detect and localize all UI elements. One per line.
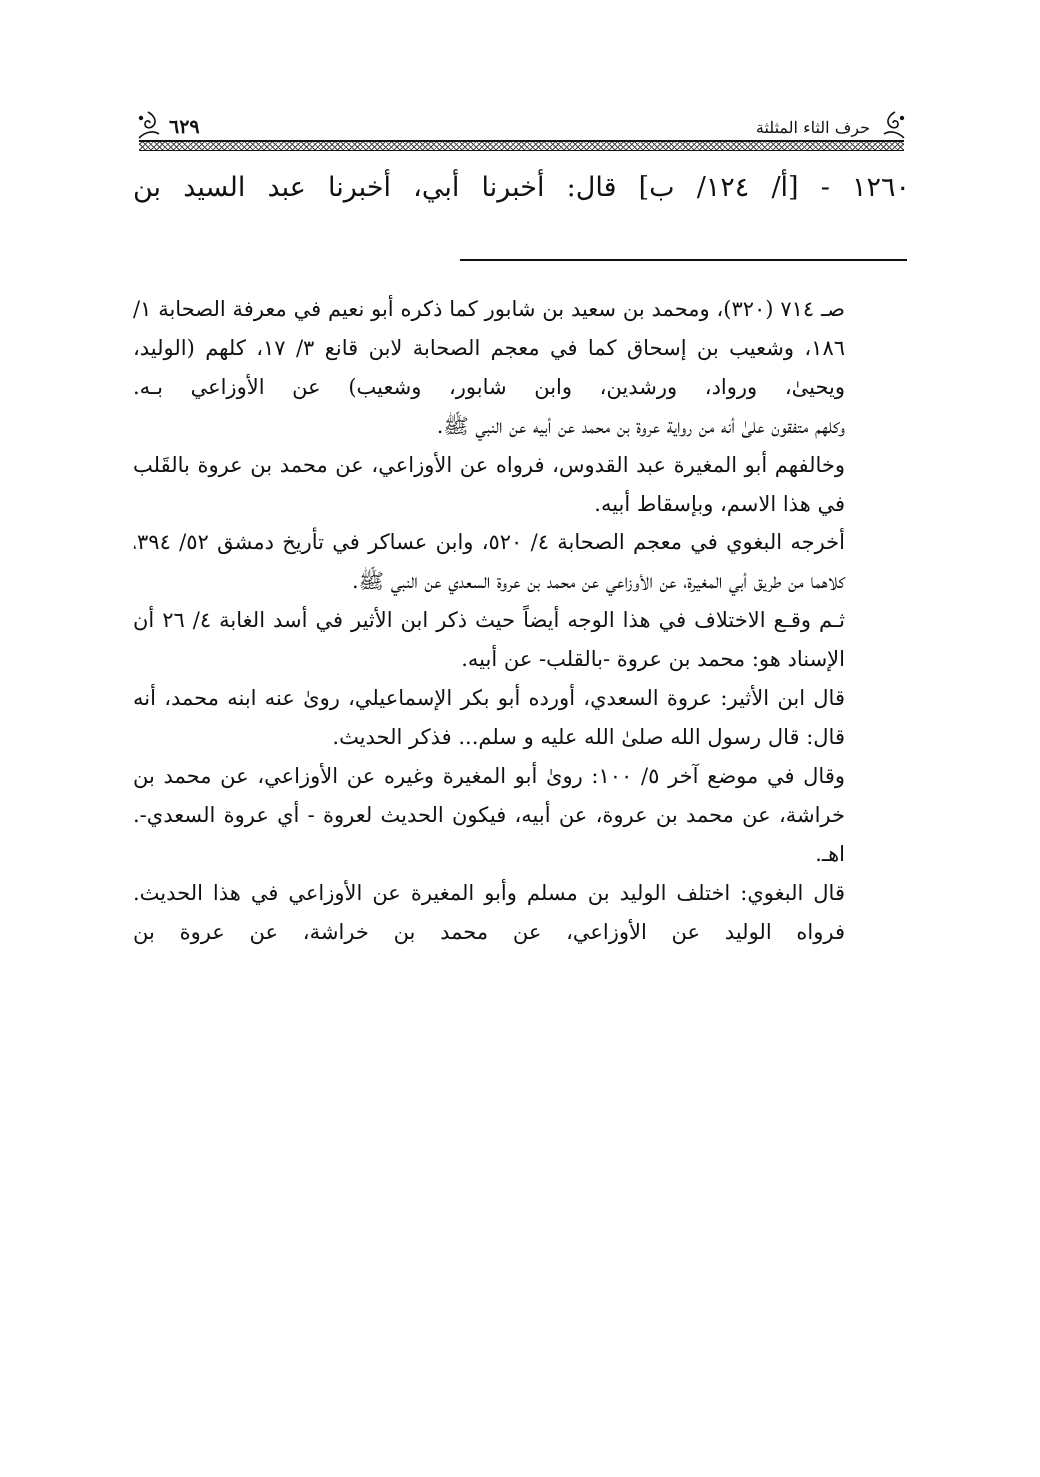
footnote-paragraph: قال البغوي: اختلف الوليد بن مسلم وأبو المغيرة عن الأوزاعي في هذا الحديث. فرواه الوليد عن الأوزاعي، عن محمد بن خراشة، عن عروة بن xyxy=(133,880,845,944)
footnote-paragraph: وخالفهم أبو المغيرة عبد القدوس، فرواه عن الأوزاعي، عن محمد بن عروة بالقَلب في هذا الاسم، وبإسقاط أبيه. xyxy=(133,452,845,516)
page-number: ٦٢٩ xyxy=(169,116,200,138)
footnote-paragraph: ثـم وقـع الاختلاف في هذا الوجه أيضاً حيث ذكر ابن الأثير في أسد الغابة ٤/ ٢٦ أن الإسناد هو: محمد بن عروة -بالقلب- عن أبيه. xyxy=(133,608,845,672)
footnote-paragraph: وقال في موضع آخر ٥/ ١٠٠: روىٰ أبو المغيرة وغيره عن الأوزاعي، عن محمد بن خراشة، عن محمد بن عروة، عن أبيه، فيكون الحديث لعروة - أي عروة السعدي-. اهـ. xyxy=(133,763,845,866)
footnotes xyxy=(133,290,845,951)
hadith-text: ١٢٦٠ - [أ/ ١٢٤/ ب] قال: أخبرنا أبي، أخبرنا عبد السيد بن xyxy=(133,172,910,203)
footnote-paragraph: صـ ٧١٤ (٣٢٠)، ومحمد بن سعيد بن شابور كما ذكره أبو نعيم في معرفة الصحابة ١/ ١٨٦، وشعيب بن إسحاق كما في معجم الصحابة لابن قانع ٣/ ١٧، كلهم (الوليد، ويحيىٰ، ورواد، ورشدين، وابن شابور، وشعيب) عن الأوزاعي بـه. xyxy=(133,297,846,399)
section-title: حرف الثاء المثلثة xyxy=(755,118,870,137)
footnote-divider xyxy=(460,259,907,261)
running-header xyxy=(133,108,910,150)
ornament-icon xyxy=(880,110,910,140)
footnote-paragraph: وكلهم متفقون علىٰ أنه من رواية عروة بن محمد عن أبيه عن النبي ﷺ. xyxy=(436,413,845,438)
footnote-paragraph: قال ابن الأثير: عروة السعدي، أورده أبو بكر الإسماعيلي، روىٰ عنه ابنه محمد، أنه قال: قال رسول الله صلىٰ الله عليه و سلم... فذكر الحديث. xyxy=(133,686,845,749)
ornament-icon xyxy=(133,110,163,140)
header-rule xyxy=(139,140,904,151)
footnote-paragraph: أخرجه البغوي في معجم الصحابة ٤/ ٥٢٠، وابن عساكر في تأريخ دمشق ٥٢/ ٣٩٤، كلاهما من طريق أبي المغيرة، عن الأوزاعي عن محمد بن عروة السعدي عن النبي ﷺ. xyxy=(133,530,845,594)
